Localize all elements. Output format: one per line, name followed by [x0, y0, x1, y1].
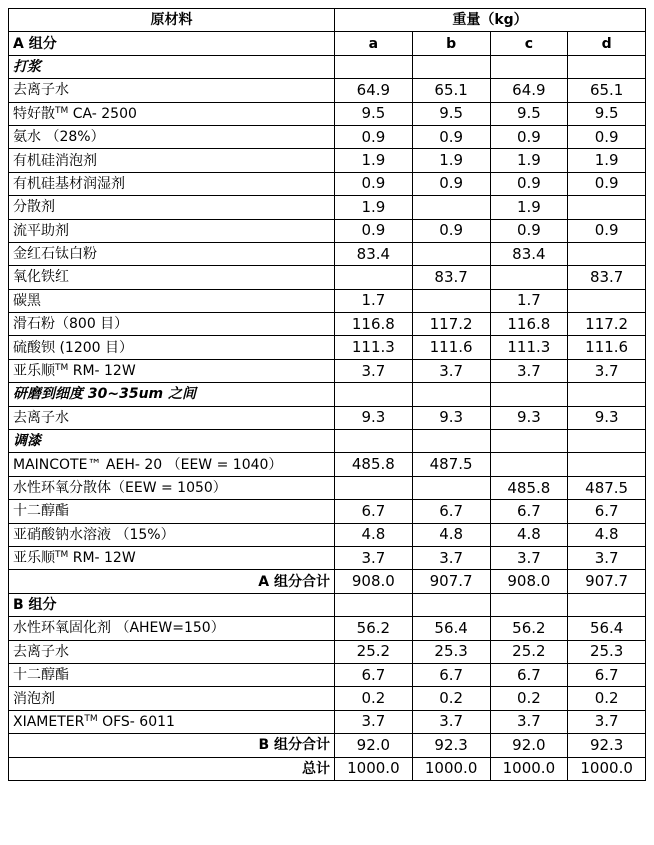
weight-value: 0.9	[490, 219, 568, 242]
subtotal-value: 908.0	[335, 570, 413, 593]
weight-value	[568, 242, 646, 265]
weight-value: 116.8	[335, 313, 413, 336]
ingredient-name: 消泡剂	[9, 687, 335, 710]
ingredient-name-suffix: OFS- 6011	[97, 713, 175, 730]
ingredient-name: 氧化铁红	[9, 266, 335, 289]
weight-value: 25.2	[335, 640, 413, 663]
weight-value: 64.9	[335, 79, 413, 102]
weight-value: 9.3	[490, 406, 568, 429]
ingredient-row	[9, 313, 646, 336]
section-heading: B 组分	[9, 593, 335, 616]
subtotal-value: 907.7	[568, 570, 646, 593]
ingredient-name: 去离子水	[9, 640, 335, 663]
weight-value: 56.2	[490, 617, 568, 640]
weight-value: 3.7	[490, 359, 568, 382]
weight-header: 重量（kg）	[335, 9, 646, 32]
empty-cell	[490, 383, 568, 406]
subtotal-row	[9, 734, 646, 757]
weight-value	[568, 196, 646, 219]
weight-value: 9.5	[568, 102, 646, 125]
formula-c-header: c	[490, 32, 568, 55]
weight-value	[335, 476, 413, 499]
weight-value: 111.3	[335, 336, 413, 359]
weight-value	[412, 242, 490, 265]
weight-value: 1.7	[490, 289, 568, 312]
weight-value: 9.5	[490, 102, 568, 125]
weight-value: 111.6	[568, 336, 646, 359]
weight-value: 65.1	[568, 79, 646, 102]
ingredient-name	[9, 359, 335, 382]
weight-value	[490, 453, 568, 476]
weight-value: 83.7	[568, 266, 646, 289]
ingredient-name: 硫酸钡 (1200 目）	[9, 336, 335, 359]
weight-value: 6.7	[490, 500, 568, 523]
empty-cell	[568, 55, 646, 78]
ingredient-row	[9, 359, 646, 382]
weight-value: 1.9	[490, 196, 568, 219]
weight-value: 3.7	[412, 710, 490, 733]
ingredient-name: 十二醇酯	[9, 663, 335, 686]
weight-value	[568, 289, 646, 312]
weight-value: 1.9	[490, 149, 568, 172]
empty-cell	[412, 593, 490, 616]
trademark-mark: TM	[55, 363, 69, 374]
weight-value: 25.3	[568, 640, 646, 663]
weight-value: 83.4	[490, 242, 568, 265]
ingredient-name: 去离子水	[9, 406, 335, 429]
subtotal-value: 908.0	[490, 570, 568, 593]
empty-cell	[412, 55, 490, 78]
weight-value: 487.5	[412, 453, 490, 476]
weight-value: 0.9	[490, 172, 568, 195]
ingredient-name: 去离子水	[9, 79, 335, 102]
weight-value: 3.7	[335, 359, 413, 382]
empty-cell	[490, 430, 568, 453]
ingredient-name-part: 亚乐顺	[13, 550, 55, 567]
ingredient-name: 有机硅基材润湿剂	[9, 172, 335, 195]
weight-value: 0.9	[568, 172, 646, 195]
ingredient-name: 有机硅消泡剂	[9, 149, 335, 172]
part-a-header-row	[9, 32, 646, 55]
subtotal-label: A 组分合计	[9, 570, 335, 593]
subtotal-value: 1000.0	[568, 757, 646, 780]
weight-value: 0.9	[568, 125, 646, 148]
weight-value: 25.2	[490, 640, 568, 663]
weight-value: 3.7	[412, 546, 490, 569]
trademark-mark: TM	[55, 550, 69, 561]
subtotal-value: 1000.0	[490, 757, 568, 780]
formulation-table-wrapper	[8, 8, 646, 781]
step-heading: 打浆	[9, 55, 335, 78]
weight-value: 0.9	[335, 125, 413, 148]
ingredient-row	[9, 196, 646, 219]
ingredient-name: 氨水 （28%）	[9, 125, 335, 148]
ingredient-name-suffix: RM- 12W	[68, 363, 136, 380]
subtotal-row	[9, 757, 646, 780]
ingredient-row	[9, 406, 646, 429]
weight-value: 0.9	[412, 172, 490, 195]
formula-b-header: b	[412, 32, 490, 55]
weight-value: 4.8	[490, 523, 568, 546]
weight-value: 6.7	[335, 663, 413, 686]
ingredient-name: 滑石粉（800 目）	[9, 313, 335, 336]
weight-value: 56.4	[412, 617, 490, 640]
weight-value: 487.5	[568, 476, 646, 499]
ingredient-name	[9, 102, 335, 125]
empty-cell	[335, 55, 413, 78]
weight-value: 117.2	[412, 313, 490, 336]
ingredient-name: 十二醇酯	[9, 500, 335, 523]
weight-value: 6.7	[568, 663, 646, 686]
ingredient-row	[9, 617, 646, 640]
weight-value: 83.7	[412, 266, 490, 289]
step-heading: 研磨到细度 30~35um 之间	[9, 383, 335, 406]
ingredient-row	[9, 500, 646, 523]
weight-value: 6.7	[335, 500, 413, 523]
ingredient-name-part: 亚乐顺	[13, 363, 55, 380]
formulation-table	[8, 8, 646, 781]
subtotal-value: 92.3	[412, 734, 490, 757]
weight-value: 64.9	[490, 79, 568, 102]
ingredient-row	[9, 219, 646, 242]
subtotal-label: 总计	[9, 757, 335, 780]
ingredient-name: 分散剂	[9, 196, 335, 219]
ingredient-row	[9, 687, 646, 710]
ingredient-row	[9, 710, 646, 733]
weight-value: 56.4	[568, 617, 646, 640]
step-heading-row	[9, 55, 646, 78]
subtotal-value: 1000.0	[412, 757, 490, 780]
table-body	[9, 9, 646, 781]
ingredient-row	[9, 336, 646, 359]
empty-cell	[568, 430, 646, 453]
weight-value: 3.7	[568, 359, 646, 382]
weight-value: 111.6	[412, 336, 490, 359]
weight-value	[490, 266, 568, 289]
subtotal-value: 92.3	[568, 734, 646, 757]
ingredient-row	[9, 266, 646, 289]
ingredient-name: MAINCOTE™ AEH- 20 （EEW = 1040）	[9, 453, 335, 476]
weight-value: 1.7	[335, 289, 413, 312]
weight-value: 1.9	[412, 149, 490, 172]
weight-value: 6.7	[412, 663, 490, 686]
weight-value	[568, 453, 646, 476]
part-a-label: A 组分	[9, 32, 335, 55]
weight-value: 9.3	[568, 406, 646, 429]
empty-cell	[490, 55, 568, 78]
weight-value: 0.2	[490, 687, 568, 710]
section-heading-row	[9, 593, 646, 616]
weight-value: 3.7	[335, 710, 413, 733]
weight-value: 65.1	[412, 79, 490, 102]
weight-value: 0.9	[568, 219, 646, 242]
ingredient-name-suffix: RM- 12W	[68, 550, 136, 567]
trademark-mark: TM	[55, 105, 69, 116]
weight-value: 9.5	[412, 102, 490, 125]
empty-cell	[412, 383, 490, 406]
subtotal-value: 1000.0	[335, 757, 413, 780]
empty-cell	[490, 593, 568, 616]
weight-value	[412, 196, 490, 219]
subtotal-value: 907.7	[412, 570, 490, 593]
formula-a-header: a	[335, 32, 413, 55]
ingredient-row	[9, 476, 646, 499]
weight-value: 4.8	[412, 523, 490, 546]
ingredient-row	[9, 546, 646, 569]
weight-value: 4.8	[335, 523, 413, 546]
weight-value: 3.7	[490, 546, 568, 569]
trademark-mark: TM	[84, 713, 98, 724]
ingredient-row	[9, 102, 646, 125]
formula-d-header: d	[568, 32, 646, 55]
raw-material-header: 原材料	[9, 9, 335, 32]
empty-cell	[335, 593, 413, 616]
ingredient-name: 流平助剂	[9, 219, 335, 242]
ingredient-name: 水性环氧分散体（EEW = 1050）	[9, 476, 335, 499]
step-heading: 调漆	[9, 430, 335, 453]
empty-cell	[568, 593, 646, 616]
ingredient-name: 水性环氧固化剂 （AHEW=150）	[9, 617, 335, 640]
ingredient-row	[9, 242, 646, 265]
weight-value: 0.9	[335, 172, 413, 195]
ingredient-row	[9, 79, 646, 102]
weight-value: 0.2	[335, 687, 413, 710]
weight-value: 3.7	[335, 546, 413, 569]
ingredient-row	[9, 523, 646, 546]
ingredient-name-part: 特好散	[13, 105, 55, 122]
weight-value: 0.9	[412, 125, 490, 148]
subtotal-row	[9, 570, 646, 593]
weight-value: 6.7	[568, 500, 646, 523]
header-row	[9, 9, 646, 32]
weight-value: 9.5	[335, 102, 413, 125]
weight-value: 116.8	[490, 313, 568, 336]
subtotal-value: 92.0	[490, 734, 568, 757]
weight-value: 3.7	[568, 546, 646, 569]
ingredient-name: 碳黑	[9, 289, 335, 312]
weight-value: 485.8	[335, 453, 413, 476]
weight-value: 6.7	[412, 500, 490, 523]
empty-cell	[335, 383, 413, 406]
empty-cell	[412, 430, 490, 453]
weight-value: 0.9	[490, 125, 568, 148]
weight-value: 3.7	[412, 359, 490, 382]
weight-value	[412, 476, 490, 499]
subtotal-label: B 组分合计	[9, 734, 335, 757]
weight-value: 4.8	[568, 523, 646, 546]
weight-value	[412, 289, 490, 312]
weight-value: 0.9	[335, 219, 413, 242]
weight-value: 117.2	[568, 313, 646, 336]
weight-value: 111.3	[490, 336, 568, 359]
ingredient-row	[9, 172, 646, 195]
ingredient-row	[9, 663, 646, 686]
weight-value: 0.2	[568, 687, 646, 710]
empty-cell	[568, 383, 646, 406]
weight-value: 0.2	[412, 687, 490, 710]
ingredient-row	[9, 149, 646, 172]
ingredient-row	[9, 289, 646, 312]
weight-value: 9.3	[412, 406, 490, 429]
subtotal-value: 92.0	[335, 734, 413, 757]
ingredient-name	[9, 710, 335, 733]
ingredient-name: 金红石钛白粉	[9, 242, 335, 265]
ingredient-row	[9, 453, 646, 476]
weight-value: 3.7	[490, 710, 568, 733]
weight-value: 1.9	[568, 149, 646, 172]
weight-value: 9.3	[335, 406, 413, 429]
ingredient-name-suffix: CA- 2500	[68, 105, 137, 122]
ingredient-row	[9, 125, 646, 148]
weight-value: 1.9	[335, 149, 413, 172]
ingredient-name	[9, 546, 335, 569]
weight-value: 1.9	[335, 196, 413, 219]
step-heading-row	[9, 430, 646, 453]
weight-value: 0.9	[412, 219, 490, 242]
step-heading-row	[9, 383, 646, 406]
weight-value: 25.3	[412, 640, 490, 663]
empty-cell	[335, 430, 413, 453]
ingredient-name-part: XIAMETER	[13, 713, 85, 730]
weight-value	[335, 266, 413, 289]
ingredient-row	[9, 640, 646, 663]
ingredient-name: 亚硝酸钠水溶液 （15%）	[9, 523, 335, 546]
weight-value: 485.8	[490, 476, 568, 499]
weight-value: 56.2	[335, 617, 413, 640]
weight-value: 6.7	[490, 663, 568, 686]
weight-value: 3.7	[568, 710, 646, 733]
weight-value: 83.4	[335, 242, 413, 265]
